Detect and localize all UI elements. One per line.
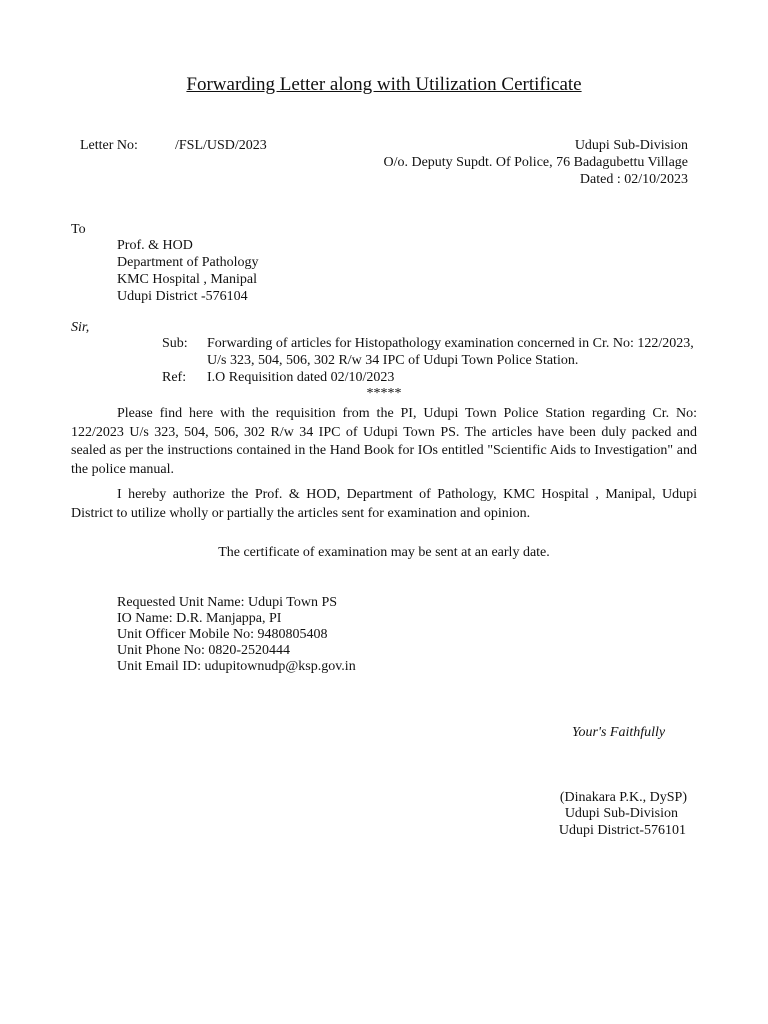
subject-label: Sub: [162, 336, 188, 351]
body-paragraph: Please find here with the requisition from the PI, Udupi Town Police Station regarding Cr. No: 122/2023 U/s 323, 504, 506, 302 R/w 34 IPC of Udupi Town PS. The articles have been duly packed and sealed as per the instructions contained in the Hand Book for IOs entitled "Scientific Aids to Investigation" and the police manual. [71, 406, 697, 477]
letter-no-value: /FSL/USD/2023 [175, 138, 267, 153]
body-paragraph: I hereby authorize the Prof. & HOD, Department of Pathology, KMC Hospital , Manipal, Udupi District to utilize wholly or partially the articles sent for examination and opinion. [71, 487, 697, 521]
reference-label: Ref: [162, 370, 187, 385]
separator-stars: ***** [366, 386, 402, 401]
unit-detail: Unit Phone No: 0820-2520444 [117, 643, 291, 658]
letter-title: Forwarding Letter along with Utilization Certificate [186, 74, 582, 95]
unit-detail: Requested Unit Name: Udupi Town PS [117, 595, 338, 610]
subject-line: U/s 323, 504, 506, 302 R/w 34 IPC of Udupi Town Police Station. [207, 353, 579, 368]
signatory-name: (Dinakara P.K., DySP) [559, 790, 687, 805]
unit-detail: IO Name: D.R. Manjappa, PI [117, 611, 282, 626]
salutation: Sir, [71, 320, 90, 335]
office-address: O/o. Deputy Supdt. Of Police, 76 Badagubettu Village [383, 155, 688, 170]
body-paragraph: The certificate of examination may be sent at an early date. [218, 545, 550, 560]
unit-detail: Unit Email ID: udupitownudp@ksp.gov.in [117, 659, 356, 674]
letter-date: Dated : 02/10/2023 [579, 172, 688, 187]
subject-line: Forwarding of articles for Histopathology examination concerned in Cr. No: 122/2023, [207, 336, 694, 351]
signatory-district: Udupi District-576101 [558, 823, 686, 838]
unit-detail: Unit Officer Mobile No: 9480805408 [117, 627, 328, 642]
closing: Your's Faithfully [572, 725, 666, 740]
office-name: Udupi Sub-Division [574, 138, 688, 153]
reference-text: I.O Requisition dated 02/10/2023 [207, 370, 395, 385]
letter-no-label: Letter No: [80, 138, 138, 153]
to-label: To [71, 222, 86, 237]
recipient-line: Department of Pathology [117, 255, 259, 270]
signatory-office: Udupi Sub-Division [564, 806, 678, 821]
recipient-line: Udupi District -576104 [117, 289, 248, 304]
recipient-line: KMC Hospital , Manipal [117, 272, 257, 287]
recipient-line: Prof. & HOD [117, 238, 193, 253]
